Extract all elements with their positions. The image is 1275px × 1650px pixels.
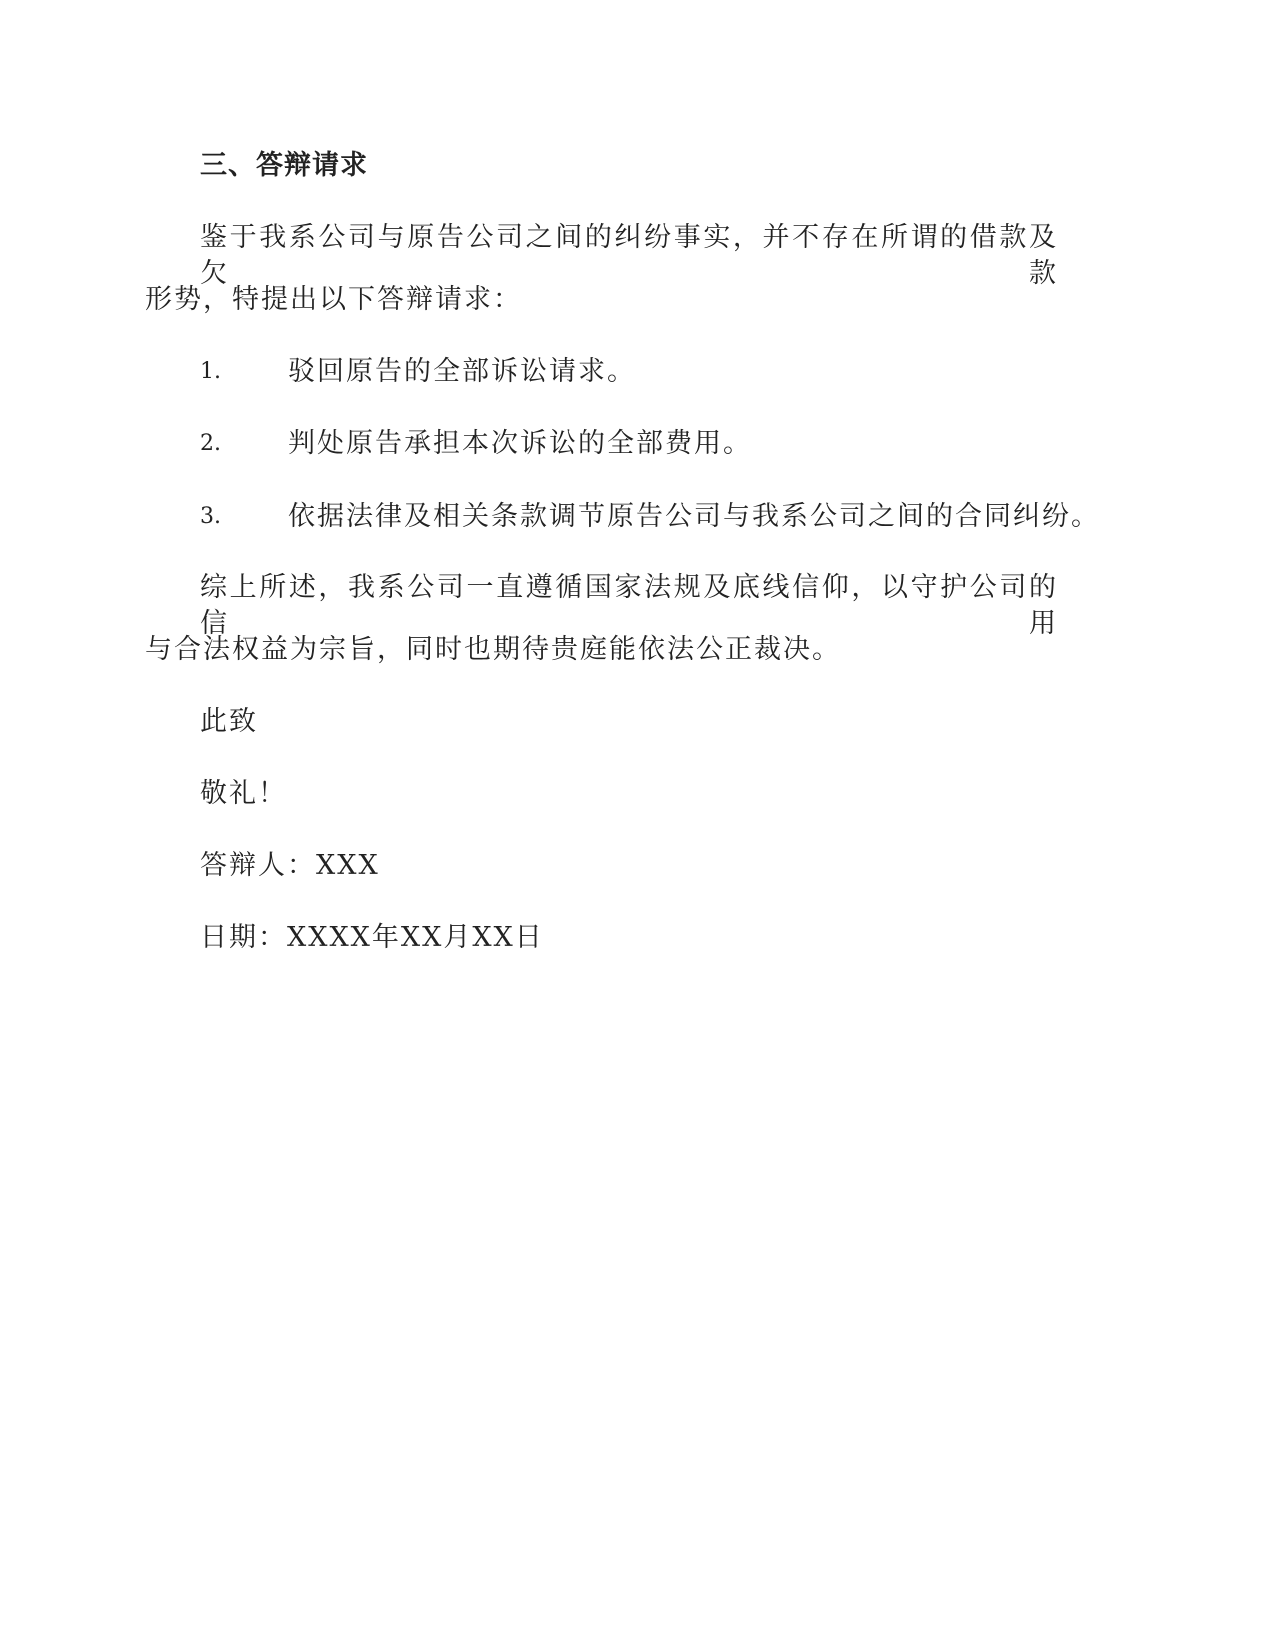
request-3-text: 依据法律及相关条款调节原告公司与我系公司之间的合同纠纷。: [288, 501, 1100, 532]
date-line: 日期：XXXX年XX月XX日: [200, 922, 544, 953]
paragraph-1-line-2: 形势，特提出以下答辩请求：: [145, 284, 522, 315]
paragraph-2-line-2: 与合法权益为宗旨，同时也期待贵庭能依法公正裁决。: [145, 634, 841, 665]
request-1-number: 1.: [200, 359, 221, 384]
salutation: 此致: [200, 706, 258, 737]
request-3-number: 3.: [200, 504, 221, 529]
paragraph-1-line-1: 鉴于我系公司与原告公司之间的纠纷事实，并不存在所谓的借款及欠款: [200, 222, 1058, 289]
regards: 敬礼！: [200, 778, 287, 809]
respondent-line: 答辩人：XXX: [200, 850, 380, 881]
request-2-number: 2.: [200, 431, 221, 456]
request-1-text: 驳回原告的全部诉讼请求。: [288, 356, 636, 387]
paragraph-2-line-1: 综上所述，我系公司一直遵循国家法规及底线信仰，以守护公司的信用: [200, 572, 1058, 639]
request-2-text: 判处原告承担本次诉讼的全部费用。: [288, 428, 752, 459]
section-heading: 三、答辩请求: [200, 150, 368, 181]
